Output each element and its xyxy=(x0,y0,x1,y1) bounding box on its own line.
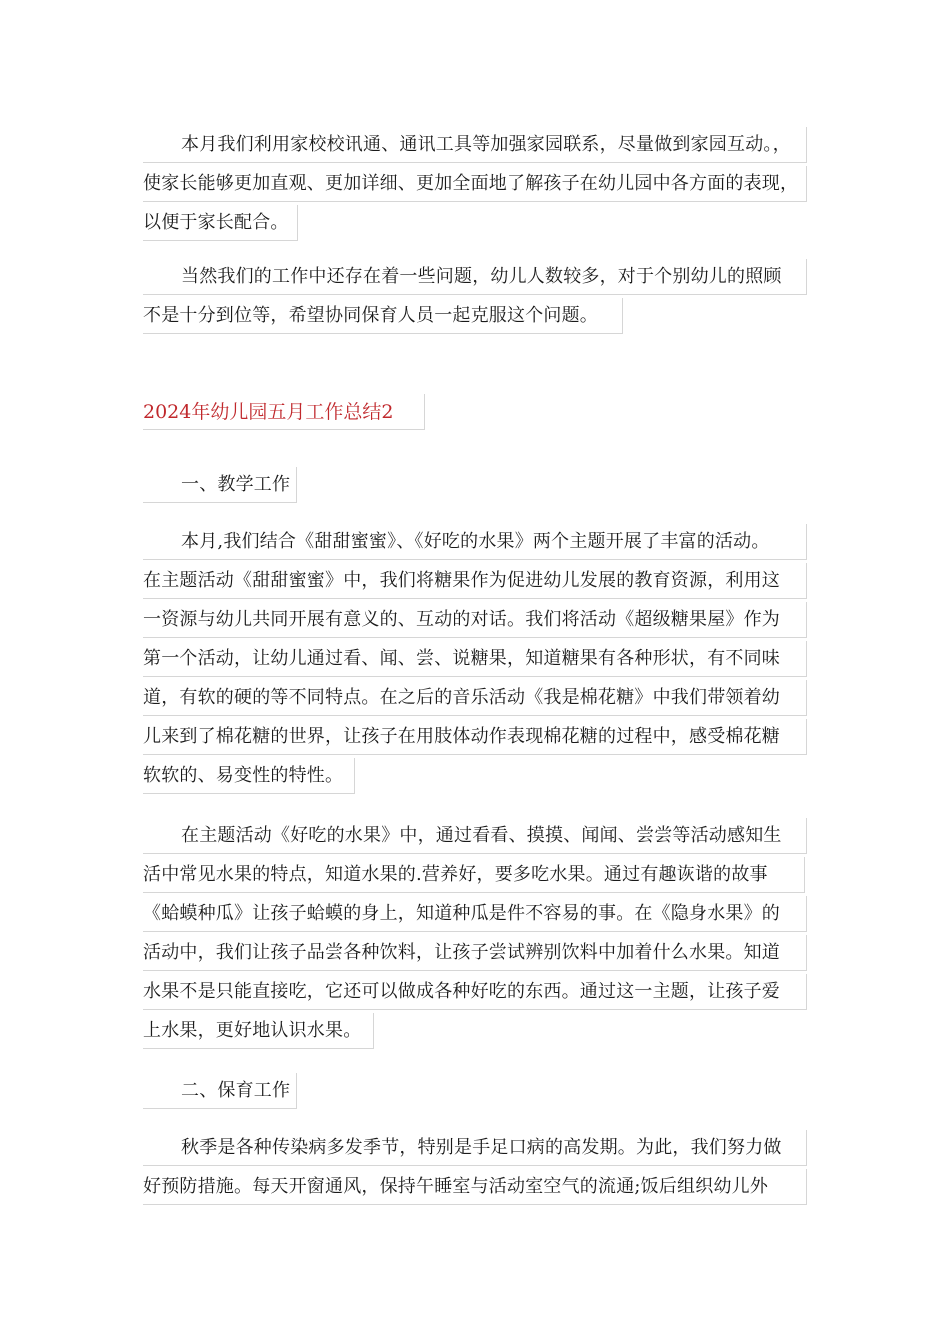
paragraph-line: 《蛤蟆种瓜》让孩子蛤蟆的身上，知道种瓜是件不容易的事。在《隐身水果》的 xyxy=(143,896,807,932)
paragraph-sweet-theme xyxy=(143,524,807,797)
paragraph-existing-problems xyxy=(143,259,807,337)
subheading-text: 一、教学工作 xyxy=(143,467,297,503)
paragraph-line: 活中常见水果的特点，知道水果的.营养好，要多吃水果。通过有趣诙谐的故事 xyxy=(143,857,805,893)
paragraph-line: 水果不是只能直接吃，它还可以做成各种好吃的东西。通过这一主题，让孩子爱 xyxy=(143,974,807,1010)
paragraph-line: 第一个活动，让幼儿通过看、闻、尝、说糖果，知道糖果有各种形状，有不同味 xyxy=(143,641,807,677)
section-title xyxy=(143,394,425,430)
paragraph-line: 道，有软的硬的等不同特点。在之后的音乐活动《我是棉花糖》中我们带领着幼 xyxy=(143,680,807,716)
subheading-text: 二、保育工作 xyxy=(143,1073,297,1109)
paragraph-line: 在主题活动《甜甜蜜蜜》中，我们将糖果作为促进幼儿发展的教育资源，利用这 xyxy=(143,563,807,599)
paragraph-line: 软软的、易变性的特性。 xyxy=(143,758,355,794)
section-title-text: 2024年幼儿园五月工作总结2 xyxy=(143,394,425,430)
paragraph-line: 使家长能够更加直观、更加详细、更加全面地了解孩子在幼儿园中各方面的表现， xyxy=(143,166,807,202)
paragraph-line: 以便于家长配合。 xyxy=(143,205,298,241)
paragraph-line: 好预防措施。每天开窗通风，保持午睡室与活动室空气的流通;饭后组织幼儿外 xyxy=(143,1169,807,1205)
paragraph-line: 一资源与幼儿共同开展有意义的、互动的对话。我们将活动《超级糖果屋》作为 xyxy=(143,602,807,638)
paragraph-line: 上水果，更好地认识水果。 xyxy=(143,1013,374,1049)
paragraph-line: 活动中，我们让孩子品尝各种饮料，让孩子尝试辨别饮料中加着什么水果。知道 xyxy=(143,935,807,971)
paragraph-line: 在主题活动《好吃的水果》中，通过看看、摸摸、闻闻、尝尝等活动感知生 xyxy=(143,818,807,854)
subheading-teaching xyxy=(143,467,297,506)
paragraph-home-school-contact xyxy=(143,127,807,244)
paragraph-line: 当然我们的工作中还存在着一些问题，幼儿人数较多，对于个别幼儿的照顾 xyxy=(143,259,807,295)
paragraph-line: 儿来到了棉花糖的世界，让孩子在用肢体动作表现棉花糖的过程中，感受棉花糖 xyxy=(143,719,807,755)
paragraph-line: 不是十分到位等，希望协同保育人员一起克服这个问题。 xyxy=(143,298,623,334)
paragraph-line: 秋季是各种传染病多发季节，特别是手足口病的高发期。为此，我们努力做 xyxy=(143,1130,807,1166)
subheading-childcare xyxy=(143,1073,297,1112)
paragraph-prevention xyxy=(143,1130,807,1208)
paragraph-fruit-theme xyxy=(143,818,807,1052)
paragraph-line: 本月我们利用家校校讯通、通讯工具等加强家园联系，尽量做到家园互动。， xyxy=(143,127,807,163)
paragraph-line: 本月,我们结合《甜甜蜜蜜》、《好吃的水果》两个主题开展了丰富的活动。 xyxy=(143,524,807,560)
